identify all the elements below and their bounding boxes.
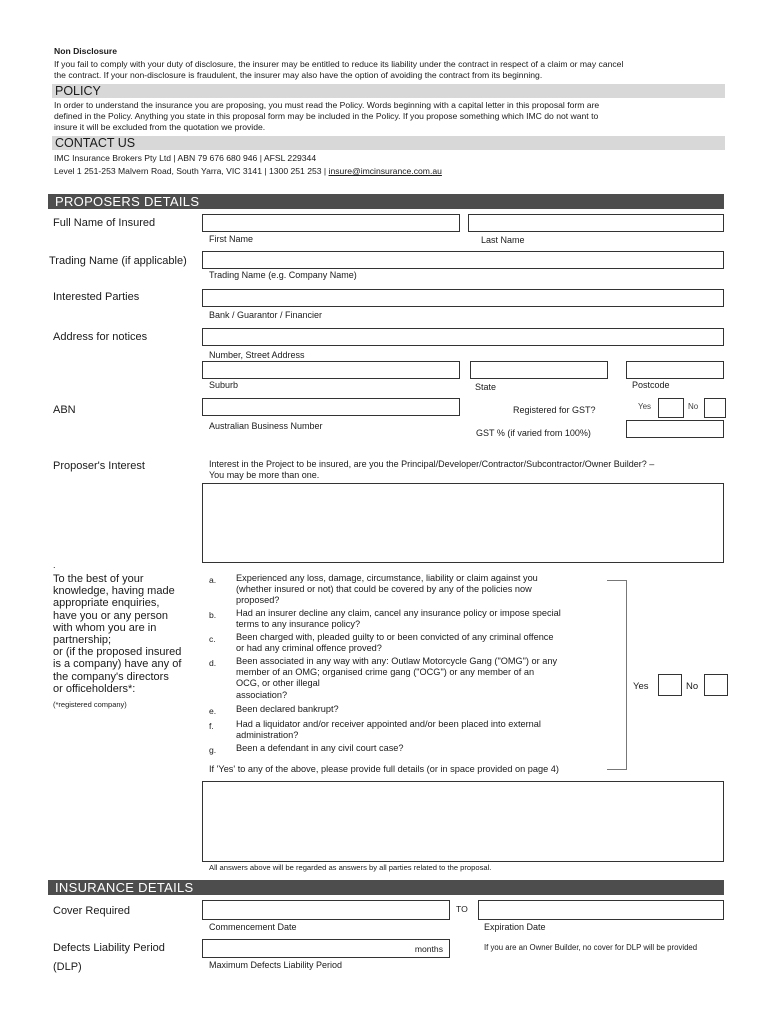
- interested-parties-hint: Bank / Guarantor / Financier: [209, 310, 323, 320]
- non-disclosure-heading: Non Disclosure: [54, 46, 118, 56]
- dlp-abbrev-label: (DLP): [53, 961, 82, 973]
- question-line: Been charged with, pleaded guilty to or been convicted of any criminal offence: [236, 632, 554, 642]
- contact-heading: CONTACT US: [55, 136, 136, 150]
- question-letter: e.: [209, 706, 217, 716]
- dlp-label: Defects Liability Period: [53, 942, 165, 954]
- owner-builder-note: If you are an Owner Builder, no cover for DLP will be provided: [484, 943, 698, 952]
- disclosure-yes-checkbox[interactable]: [658, 674, 682, 696]
- question-letter: a.: [209, 575, 217, 585]
- gst-question: Registered for GST?: [513, 405, 596, 415]
- abn-hint: Australian Business Number: [209, 421, 323, 431]
- question-line: administration?: [236, 730, 299, 741]
- first-name-hint: First Name: [209, 234, 254, 244]
- question-letter: c.: [209, 634, 216, 644]
- street-address-field[interactable]: [202, 328, 724, 346]
- trading-name-label: Trading Name (if applicable): [49, 255, 187, 267]
- disclosure-intro-line: appropriate enquiries,: [53, 597, 160, 610]
- disclosure-intro-line: knowledge, having made: [53, 585, 175, 598]
- proposers-interest-textarea[interactable]: [202, 483, 724, 563]
- postcode-field[interactable]: [626, 361, 724, 379]
- disclosure-dot: .: [53, 560, 56, 570]
- question-line: proposed?: [236, 595, 280, 606]
- question-line: Had a liquidator and/or receiver appointed and/or been placed into external: [236, 719, 541, 729]
- contact-address: Level 1 251-253 Malvern Road, South Yarra, VIC 3141 | 1300 251 253 |: [54, 166, 329, 176]
- question-line: Been a defendant in any civil court case?: [236, 743, 404, 753]
- policy-text-2: defined in the Policy. Anything you state in this proposal form may be included in the Policy. If you propose something which IMC do not want to: [54, 111, 599, 121]
- contact-email-link[interactable]: insure@imcinsurance.com.au: [328, 166, 442, 176]
- expiration-date-hint: Expiration Date: [484, 922, 546, 932]
- trading-name-field[interactable]: [202, 251, 724, 269]
- disclosure-yes-label: Yes: [633, 681, 649, 692]
- question-letter: b.: [209, 610, 217, 620]
- insurance-heading: INSURANCE DETAILS: [55, 880, 194, 895]
- disclosure-intro-line: with whom you are in: [53, 621, 157, 634]
- to-label: TO: [456, 904, 468, 914]
- trading-name-hint: Trading Name (e.g. Company Name): [209, 270, 357, 280]
- question-b: [236, 608, 561, 630]
- question-line: association?: [236, 689, 288, 700]
- interest-question-2: You may be more than one.: [209, 470, 320, 480]
- question-d: [236, 656, 557, 701]
- disclosure-intro-line: is a company) have any of: [53, 658, 182, 671]
- non-disclosure-text-1: If you fail to comply with your duty of disclosure, the insurer may be entitled to reduce its liability under the contract in respect of a claim or may cancel: [54, 59, 624, 69]
- question-letter: d.: [209, 658, 217, 668]
- interested-parties-field[interactable]: [202, 289, 724, 307]
- question-line: Experienced any loss, damage, circumstance, liability or claim against you: [236, 573, 538, 583]
- disclosure-intro-line: have you or any person: [53, 609, 168, 622]
- expiration-date-field[interactable]: [478, 900, 724, 920]
- proposers-section-bar: [48, 194, 724, 209]
- abn-label: ABN: [53, 404, 76, 416]
- last-name-field[interactable]: [468, 214, 724, 232]
- question-line: or had any criminal offence proved?: [236, 643, 382, 654]
- gst-percent-label: GST % (if varied from 100%): [476, 428, 591, 438]
- question-c: [236, 632, 554, 654]
- insurance-section-bar: [48, 880, 724, 895]
- months-unit: months: [414, 944, 443, 954]
- gst-yes-checkbox[interactable]: [658, 398, 684, 418]
- registered-company-footnote: (*registered company): [53, 700, 127, 709]
- question-letter: f.: [209, 721, 214, 731]
- policy-text-3: insure it will be excluded from the quotation we provide.: [54, 122, 266, 132]
- gst-no-checkbox[interactable]: [704, 398, 726, 418]
- non-disclosure-text-2: the contract. If your non-disclosure is fraudulent, the insurer may also have the option of avoiding the contract from its beginning.: [54, 70, 543, 80]
- state-field[interactable]: [470, 361, 608, 379]
- details-prompt: If 'Yes' to any of the above, please provide full details (or in space provided on page 4): [209, 764, 559, 774]
- contact-section-bar: [52, 136, 725, 150]
- proposers-interest-label: Proposer's Interest: [53, 460, 145, 472]
- abn-field[interactable]: [202, 398, 460, 416]
- question-line: Had an insurer decline any claim, cancel any insurance policy or impose special: [236, 608, 561, 618]
- questions-bracket: [607, 580, 627, 770]
- question-g: [236, 743, 404, 754]
- disclosure-no-checkbox[interactable]: [704, 674, 728, 696]
- dlp-hint: Maximum Defects Liability Period: [209, 960, 343, 970]
- first-name-field[interactable]: [202, 214, 460, 232]
- address-label: Address for notices: [53, 331, 148, 343]
- commencement-date-field[interactable]: [202, 900, 450, 920]
- gst-percent-field[interactable]: [626, 420, 724, 438]
- last-name-hint: Last Name: [481, 235, 525, 245]
- interest-question-1: Interest in the Project to be insured, are you the Principal/Developer/Contractor/Subcontractor/Owner Builder? –: [209, 459, 655, 469]
- commencement-date-hint: Commencement Date: [209, 922, 297, 932]
- disclosure-intro-line: partnership;: [53, 634, 112, 647]
- postcode-hint: Postcode: [632, 380, 670, 390]
- disclosure-details-textarea[interactable]: [202, 781, 724, 862]
- question-line: member of an OMG; organised crime gang ("OCG") or any member of an: [236, 667, 535, 678]
- all-answers-note: All answers above will be regarded as answers by all parties related to the proposal.: [209, 863, 492, 872]
- question-line: OCG, or other illegal: [236, 678, 320, 689]
- question-line: Been associated in any way with any: Outlaw Motorcycle Gang ("OMG") or any: [236, 656, 558, 666]
- contact-company-line: IMC Insurance Brokers Pty Ltd | ABN 79 676 680 946 | AFSL 229344: [54, 153, 317, 163]
- policy-heading: POLICY: [55, 84, 101, 98]
- disclosure-intro-line: To the best of your: [53, 573, 144, 585]
- suburb-field[interactable]: [202, 361, 460, 379]
- question-line: (whether insured or not) that could be covered by any of the policies now: [236, 584, 532, 595]
- contact-address-line: [54, 166, 442, 176]
- policy-section-bar: [52, 84, 725, 98]
- street-address-hint: Number, Street Address: [209, 350, 305, 360]
- gst-no-label: No: [688, 402, 699, 411]
- disclosure-intro-line: or officeholders*:: [53, 682, 136, 695]
- question-e: [236, 704, 339, 715]
- disclosure-no-label: No: [686, 681, 699, 692]
- gst-yes-label: Yes: [638, 402, 652, 411]
- state-hint: State: [475, 382, 497, 392]
- disclosure-intro-line: the company's directors: [53, 670, 169, 683]
- policy-text-1: In order to understand the insurance you are proposing, you must read the Policy. Words beginning with a capital letter in this proposal form are: [54, 100, 600, 110]
- dlp-months-field[interactable]: [202, 939, 450, 958]
- interested-parties-label: Interested Parties: [53, 291, 140, 303]
- question-line: Been declared bankrupt?: [236, 704, 339, 714]
- question-line: terms to any insurance policy?: [236, 619, 361, 630]
- disclosure-intro: [53, 573, 181, 695]
- question-a: [236, 573, 538, 607]
- disclosure-intro-line: or (if the proposed insured: [53, 646, 182, 659]
- cover-required-label: Cover Required: [53, 905, 131, 917]
- proposers-heading: PROPOSERS DETAILS: [55, 194, 200, 209]
- question-letter: g.: [209, 745, 217, 755]
- full-name-label: Full Name of Insured: [53, 217, 156, 229]
- question-f: [236, 719, 541, 741]
- suburb-hint: Suburb: [209, 380, 239, 390]
